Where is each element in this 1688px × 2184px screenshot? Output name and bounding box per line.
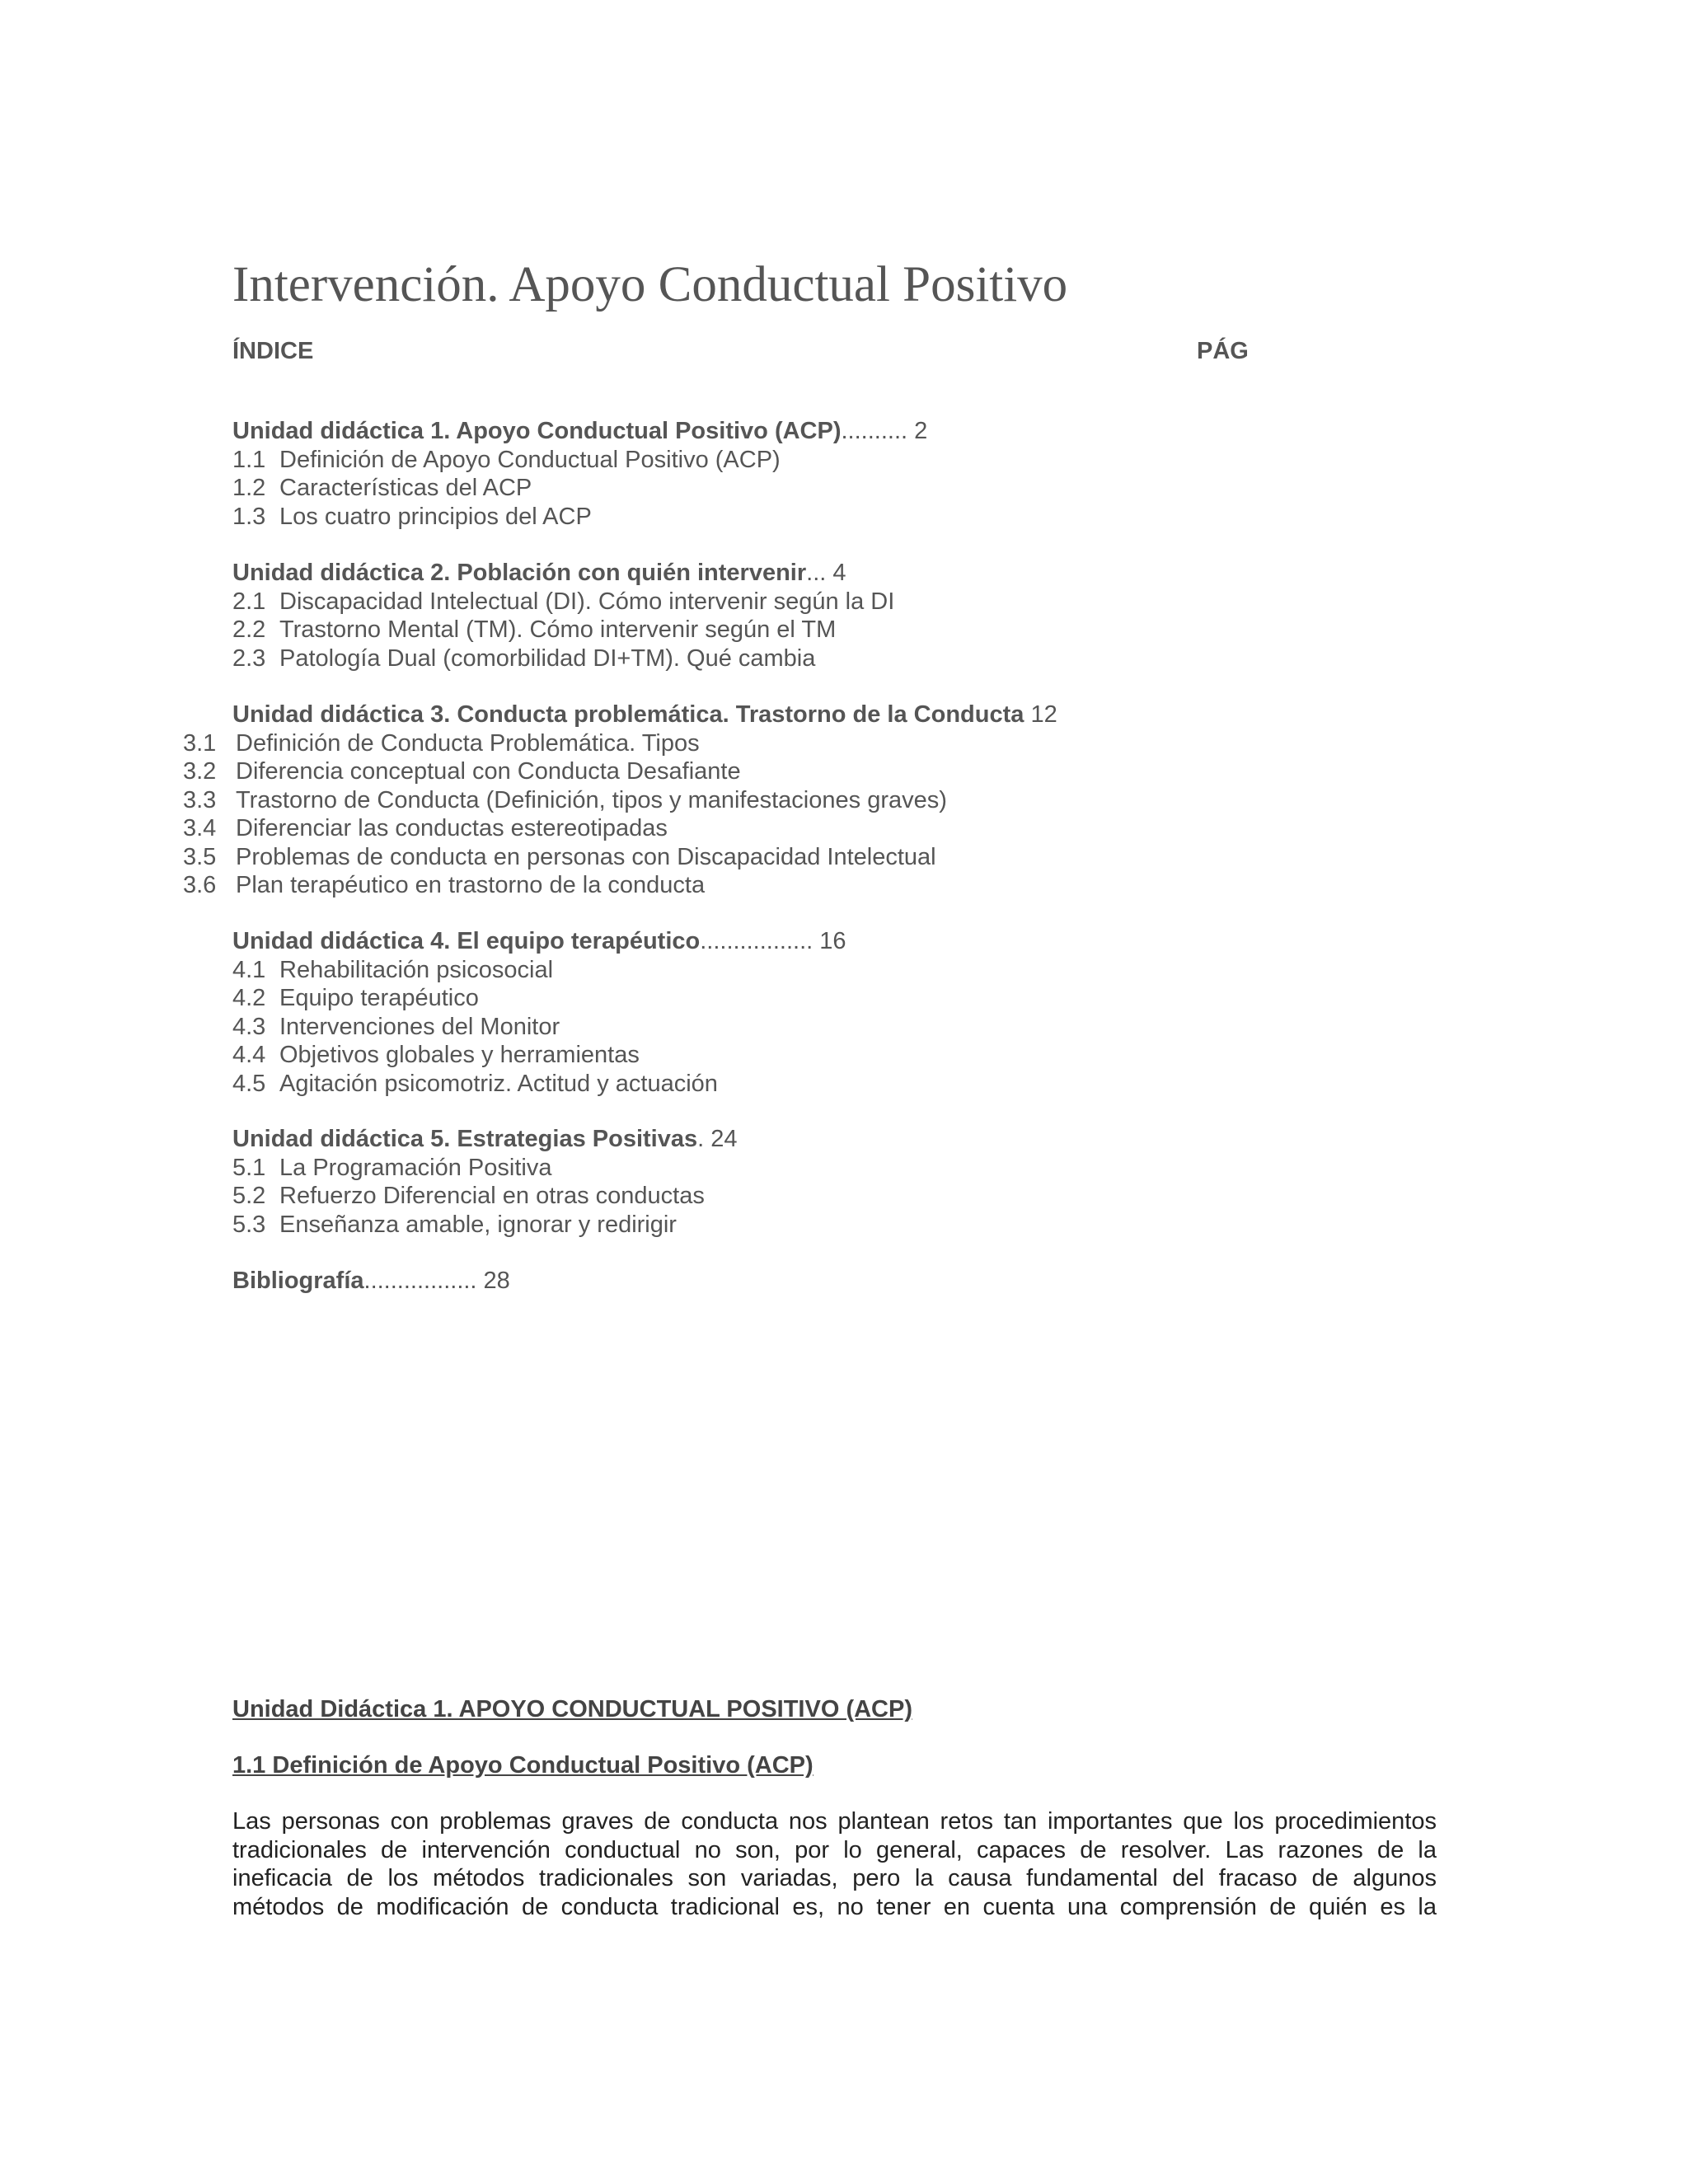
toc-item: 5.1 La Programación Positiva [232,1154,552,1181]
toc-bibliography-page: ................. 28 [363,1268,510,1294]
toc-item: 2.3 Patología Dual (comorbilidad DI+TM). Qué cambia [232,644,816,672]
toc-unit-5 [232,1125,737,1239]
toc-item: 3.6 Plan terapéutico en trastorno de la conducta [183,872,706,898]
toc-unit-4-page: ................. 16 [700,928,846,954]
toc-item: 4.4 Objetivos globales y herramientas [232,1042,640,1068]
page-label: PÁG [1197,338,1249,364]
toc-unit-1-page: .......... 2 [841,418,928,444]
toc-item: 2.1 Discapacidad Intelectual (DI). Cómo intervenir según la DI [232,588,895,615]
section-heading: 1.1 Definición de Apoyo Conductual Positivo (ACP) [232,1752,814,1779]
toc-item: 1.3 Los cuatro principios del ACP [232,503,592,530]
toc-item: 3.4 Diferenciar las conductas estereotipadas [183,815,668,841]
toc-item: 4.1 Rehabilitación psicosocial [232,956,554,983]
toc-unit-3-heading-row [232,701,1057,729]
paragraph-line: Las personas con problemas graves de conducta nos plantean retos tan importantes que los procedimientos [232,1808,1437,1835]
toc-item: 5.3 Enseñanza amable, ignorar y redirigir [232,1211,677,1238]
toc-unit-4-heading: Unidad didáctica 4. El equipo terapéutico [232,928,701,954]
toc-unit-4 [232,927,846,1098]
toc-unit-1 [232,417,927,531]
toc-item: 1.1 Definición de Apoyo Conductual Positivo (ACP) [232,446,781,473]
toc-unit-2 [232,559,894,673]
toc-item: 2.2 Trastorno Mental (TM). Cómo intervenir según el TM [232,616,837,643]
paragraph-line: ineficacia de los métodos tradicionales son variadas, pero la causa fundamental del fracaso de algunos [232,1865,1437,1891]
toc-unit-5-heading: Unidad didáctica 5. Estrategias Positivas [232,1126,698,1152]
paragraph-line: métodos de modificación de conducta tradicional es, no tener en cuenta una comprensión de quién es la [232,1893,1437,1920]
index-label: ÍNDICE [232,338,314,364]
toc-item: 4.2 Equipo terapéutico [232,985,479,1011]
toc-item: 4.3 Intervenciones del Monitor [232,1013,560,1040]
toc-item: 3.5 Problemas de conducta en personas con Discapacidad Intelectual [183,843,936,870]
toc-bibliography-heading: Bibliografía [232,1268,364,1294]
toc-bibliography [232,1267,510,1296]
paragraph-line: tradicionales de intervención conductual no son, por lo general, capaces de resolver. Las razones de la [232,1836,1437,1863]
toc-unit-2-page: ... 4 [806,560,846,586]
toc-unit-2-heading: Unidad didáctica 2. Población con quién intervenir [232,560,807,586]
toc-unit-3-page: 12 [1024,701,1057,728]
toc-item: 3.2 Diferencia conceptual con Conducta Desafiante [183,758,741,785]
toc-unit-5-page: . 24 [697,1126,738,1152]
toc-item: 5.2 Refuerzo Diferencial en otras conductas [232,1183,705,1209]
toc-item: 4.5 Agitación psicomotriz. Actitud y actuación [232,1070,718,1097]
toc-unit-3-heading: Unidad didáctica 3. Conducta problemática. Trastorno de la Conducta [232,701,1025,728]
toc-item: 3.1 Definición de Conducta Problemática. Tipos [183,729,700,757]
toc-item: 3.3 Trastorno de Conducta (Definición, tipos y manifestaciones graves) [183,786,947,813]
document-title: Intervención. Apoyo Conductual Positivo [232,257,1068,312]
toc-unit-1-heading: Unidad didáctica 1. Apoyo Conductual Positivo (ACP) [232,418,842,444]
unit-heading: Unidad Didáctica 1. APOYO CONDUCTUAL POSITIVO (ACP) [232,1696,912,1722]
toc-item: 1.2 Características del ACP [232,475,532,501]
body-paragraph [232,1807,1437,1921]
